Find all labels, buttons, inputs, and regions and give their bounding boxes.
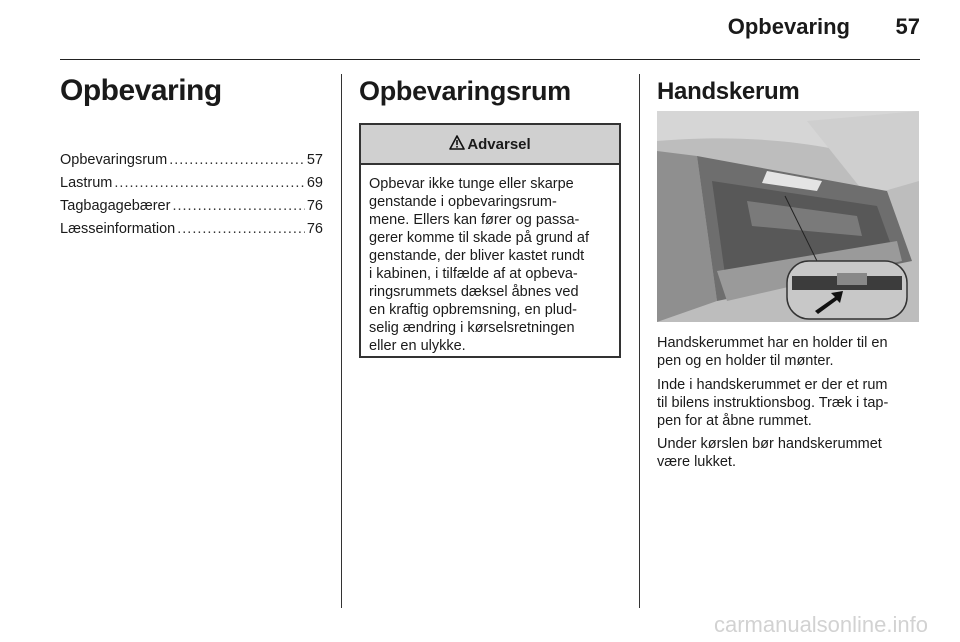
warning-line: ringsrummets dæksel åbnes ved bbox=[369, 284, 579, 300]
warning-triangle-icon bbox=[449, 135, 465, 154]
section-title: Opbevaringsrum bbox=[359, 76, 571, 106]
toc-entry[interactable] bbox=[60, 149, 323, 172]
header-divider bbox=[60, 59, 920, 60]
warning-line: eller en ulykke. bbox=[369, 338, 466, 354]
chapter-title: Opbevaring bbox=[60, 74, 222, 107]
table-of-contents bbox=[60, 149, 323, 241]
toc-entry-page: 57 bbox=[306, 152, 323, 168]
column-divider-2 bbox=[639, 74, 640, 608]
warning-line: en kraftig opbremsning, en plud- bbox=[369, 302, 577, 318]
toc-entry[interactable] bbox=[60, 218, 323, 241]
body-paragraph bbox=[657, 334, 927, 370]
paragraph-line: pen for at åbne rummet. bbox=[657, 413, 812, 429]
paragraph-line: Inde i handskerummet er der et rum bbox=[657, 377, 888, 393]
watermark: carmanualsonline.info bbox=[713, 612, 928, 637]
toc-leader-dots bbox=[114, 172, 304, 195]
paragraph-line: være lukket. bbox=[657, 454, 736, 470]
paragraph-line: til bilens instruktionsbog. Træk i tap- bbox=[657, 395, 889, 411]
toc-entry-label: Opbevaringsrum bbox=[60, 152, 168, 168]
toc-entry-label: Lastrum bbox=[60, 175, 113, 191]
warning-heading: Advarsel bbox=[467, 135, 531, 153]
toc-entry-label: Læsseinformation bbox=[60, 221, 176, 237]
running-header-title: Opbevaring bbox=[727, 14, 850, 39]
body-paragraph bbox=[657, 435, 927, 471]
toc-leader-dots bbox=[177, 218, 305, 241]
toc-entry[interactable] bbox=[60, 172, 323, 195]
toc-entry-label: Tagbagagebærer bbox=[60, 198, 171, 214]
toc-entry[interactable] bbox=[60, 195, 323, 218]
toc-entry-page: 76 bbox=[306, 221, 323, 237]
toc-leader-dots bbox=[172, 195, 304, 218]
warning-line: gerer komme til skade på grund af bbox=[369, 230, 590, 246]
body-paragraph bbox=[657, 376, 927, 430]
toc-entry-page: 69 bbox=[306, 175, 323, 191]
page-number: 57 bbox=[895, 14, 920, 39]
column-divider-1 bbox=[341, 74, 342, 608]
warning-text bbox=[361, 165, 619, 355]
warning-box bbox=[359, 123, 621, 358]
warning-line: mene. Ellers kan fører og passa- bbox=[369, 212, 580, 228]
warning-line: genstande, der bliver kastet rundt bbox=[369, 248, 585, 264]
paragraph-line: Under kørslen bør handskerummet bbox=[657, 436, 882, 452]
subsection-title: Handskerum bbox=[657, 78, 800, 105]
warning-header bbox=[361, 125, 619, 165]
warning-line: i kabinen, i tilfælde af at opbeva- bbox=[369, 266, 578, 282]
warning-line: genstande i opbevaringsrum- bbox=[369, 194, 557, 210]
warning-line: Opbevar ikke tunge eller skarpe bbox=[369, 176, 574, 192]
toc-leader-dots bbox=[169, 149, 305, 172]
glovebox-photo bbox=[657, 111, 919, 322]
toc-entry-page: 76 bbox=[306, 198, 323, 214]
warning-line: selig ændring i kørselsretningen bbox=[369, 320, 575, 336]
paragraph-line: pen og en holder til mønter. bbox=[657, 353, 834, 369]
paragraph-line: Handskerummet har en holder til en bbox=[657, 335, 888, 351]
